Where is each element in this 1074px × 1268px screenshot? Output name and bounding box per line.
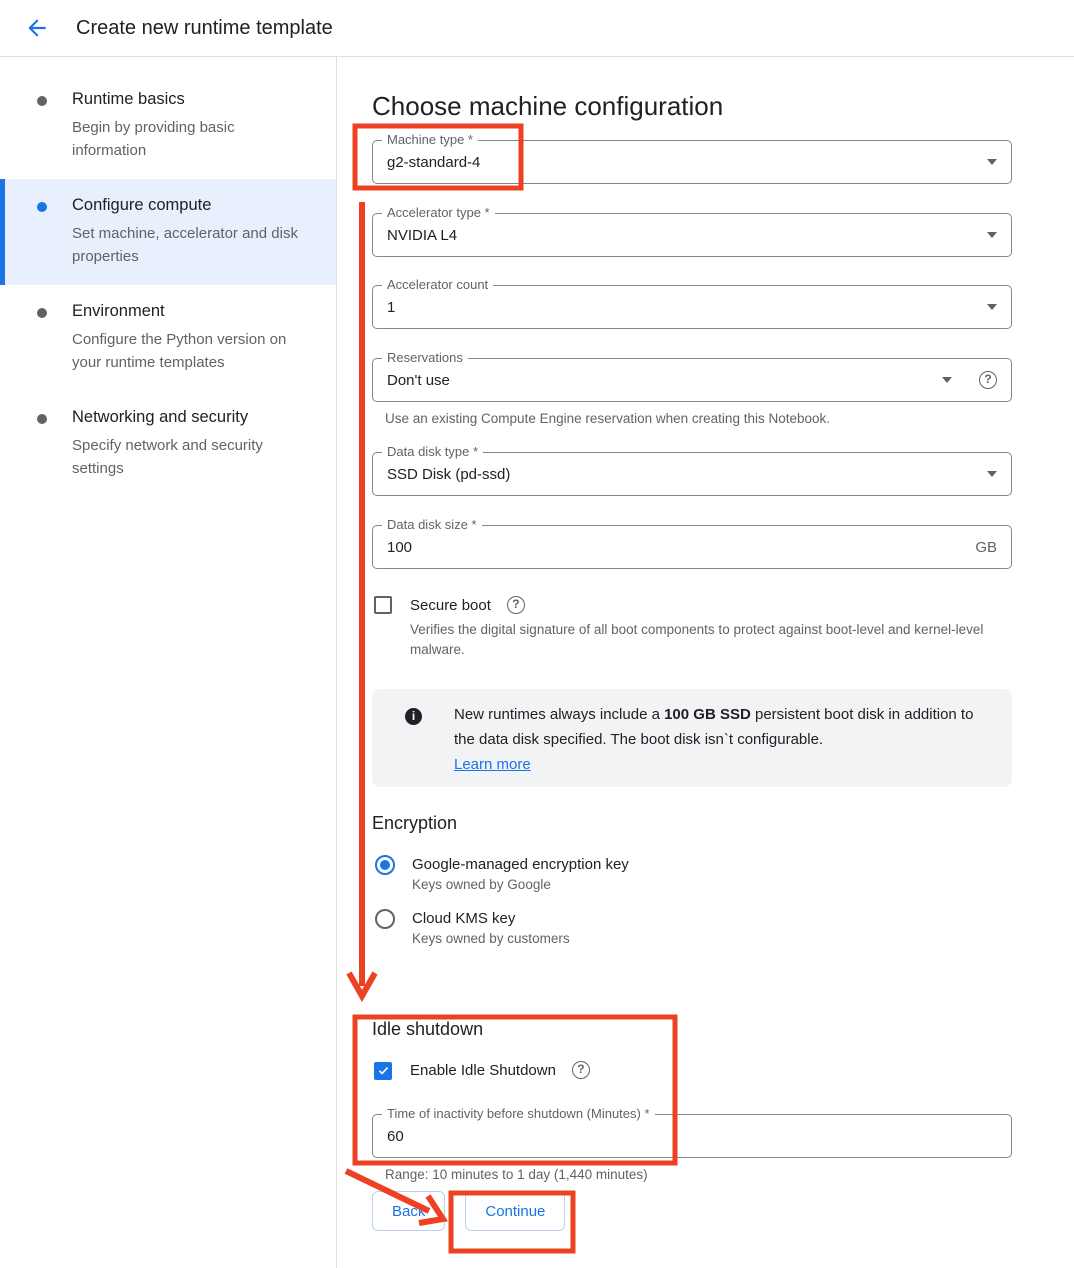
dropdown-caret-icon: [987, 304, 997, 310]
section-title: Choose machine configuration: [372, 91, 724, 121]
machine-type-value: g2-standard-4: [387, 153, 481, 171]
stepper-sidebar: [0, 57, 337, 1268]
machine-type-select[interactable]: [372, 132, 1012, 184]
data-disk-size-field: [372, 517, 1012, 569]
step-networking-security[interactable]: [0, 391, 336, 497]
continue-button[interactable]: Continue: [465, 1191, 565, 1231]
data-disk-size-label: Data disk size *: [382, 517, 482, 532]
info-icon: i: [405, 708, 422, 725]
secure-boot-helper-text: Verifies the digital signature of all boot components to protect against boot-level and kernel-level malware.: [410, 622, 984, 657]
secure-boot-checkbox[interactable]: [374, 596, 392, 614]
help-icon[interactable]: ?: [979, 371, 997, 389]
secure-boot-label: Secure boot: [410, 596, 491, 614]
enable-idle-shutdown-row: [372, 1058, 1074, 1082]
data-disk-type-value: SSD Disk (pd-ssd): [387, 465, 511, 483]
step-environment[interactable]: [0, 285, 336, 391]
accelerator-count-select[interactable]: [372, 277, 1012, 329]
step-bullet-icon: [37, 308, 47, 318]
step-subtitle: Configure the Python version on your runtime templates: [72, 331, 287, 371]
accelerator-count-value: 1: [387, 298, 396, 316]
arrow-back-icon: [24, 15, 50, 41]
back-button[interactable]: Back: [372, 1191, 445, 1231]
note-text: persistent boot disk in addition to the data disk specified. The boot disk isn`t configurable.: [454, 706, 974, 748]
dropdown-caret-icon: [942, 377, 952, 383]
checkmark-icon: [377, 1064, 390, 1077]
step-runtime-basics[interactable]: [0, 73, 336, 179]
idle-shutdown-heading: Idle shutdown: [372, 1019, 484, 1039]
step-configure-compute[interactable]: [0, 179, 336, 285]
radio-selected-icon[interactable]: [375, 855, 395, 875]
page-header: [0, 0, 1074, 57]
data-disk-size-unit: GB: [975, 538, 997, 556]
note-text: New runtimes always include a: [454, 706, 665, 723]
radio-google-managed-key[interactable]: [372, 854, 1074, 892]
action-buttons: [372, 1191, 1074, 1231]
step-bullet-icon: [37, 96, 47, 106]
note-text-bold: 100 GB SSD: [664, 706, 751, 723]
accelerator-type-label: Accelerator type *: [382, 205, 495, 220]
inactivity-time-label: Time of inactivity before shutdown (Minutes) *: [382, 1106, 655, 1121]
encryption-heading: Encryption: [372, 813, 458, 833]
main-panel: [337, 57, 1074, 1268]
dropdown-caret-icon: [987, 159, 997, 165]
data-disk-type-label: Data disk type *: [382, 444, 483, 459]
data-disk-size-input[interactable]: [387, 539, 975, 556]
step-subtitle: Begin by providing basic information: [72, 119, 235, 159]
radio-unselected-icon[interactable]: [375, 909, 395, 929]
accelerator-count-label: Accelerator count: [382, 277, 493, 292]
reservations-value: Don't use: [387, 371, 450, 389]
help-icon[interactable]: ?: [507, 596, 525, 614]
radio-cloud-kms-key[interactable]: [372, 908, 1074, 946]
page-title: Create new runtime template: [76, 16, 333, 39]
step-title: Runtime basics: [72, 90, 185, 108]
info-note: [372, 689, 1012, 787]
inactivity-time-input[interactable]: [387, 1128, 997, 1145]
step-bullet-icon: [37, 414, 47, 424]
radio-label: Cloud KMS key: [412, 910, 516, 927]
step-bullet-icon: [37, 202, 47, 212]
reservations-helper-text: Use an existing Compute Engine reservation when creating this Notebook.: [385, 411, 830, 426]
step-title: Configure compute: [72, 196, 212, 214]
inactivity-time-field: [372, 1106, 1012, 1158]
machine-type-label: Machine type *: [382, 132, 478, 147]
radio-sublabel: Keys owned by Google: [412, 877, 551, 892]
data-disk-type-select[interactable]: [372, 444, 1012, 496]
radio-label: Google-managed encryption key: [412, 856, 629, 873]
dropdown-caret-icon: [987, 232, 997, 238]
dropdown-caret-icon: [987, 471, 997, 477]
range-hint-text: Range: 10 minutes to 1 day (1,440 minutes): [385, 1167, 648, 1182]
back-arrow-button[interactable]: [24, 15, 50, 41]
step-title: Networking and security: [72, 408, 249, 426]
accelerator-type-select[interactable]: [372, 205, 1012, 257]
reservations-label: Reservations: [382, 350, 468, 365]
secure-boot-row: [372, 595, 1074, 659]
step-subtitle: Set machine, accelerator and disk properties: [72, 225, 298, 265]
enable-idle-shutdown-checkbox[interactable]: [374, 1062, 392, 1080]
step-subtitle: Specify network and security settings: [72, 437, 263, 477]
step-title: Environment: [72, 302, 165, 320]
radio-sublabel: Keys owned by customers: [412, 931, 570, 946]
help-icon[interactable]: ?: [572, 1061, 590, 1079]
enable-idle-shutdown-label: Enable Idle Shutdown: [410, 1061, 556, 1079]
reservations-select[interactable]: [372, 350, 1012, 402]
accelerator-type-value: NVIDIA L4: [387, 226, 458, 244]
learn-more-link[interactable]: Learn more: [454, 756, 531, 773]
